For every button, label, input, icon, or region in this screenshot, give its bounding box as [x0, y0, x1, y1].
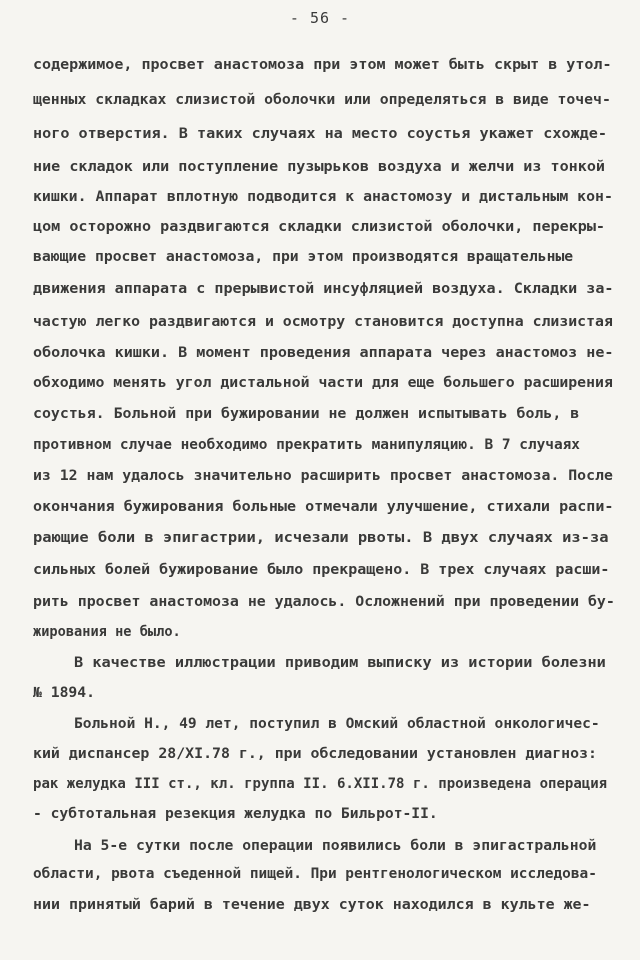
text-line: Больной Н., 49 лет, поступил в Омский областной онкологичес- — [74, 716, 600, 732]
text-line: оболочка кишки. В момент проведения аппарата через анастомоз не- — [33, 345, 614, 361]
text-line: обходимо менять угол дистальной части для еще большего расширения — [33, 375, 613, 391]
page-number: - 56 - — [289, 9, 351, 27]
text-line: рающие боли в эпигастрии, исчезали рвоты. В двух случаях из-за — [33, 530, 609, 546]
text-line: движения аппарата с прерывистой инсуфляцией воздуха. Складки за- — [33, 281, 614, 297]
text-line: сильных болей бужирование было прекращено. В трех случаях расши- — [33, 562, 610, 578]
text-line: кишки. Аппарат вплотную подводится к анастомозу и дистальным кон- — [33, 189, 613, 205]
text-line: противном случае необходимо прекратить манипуляцию. В 7 случаях — [33, 437, 580, 453]
text-line: жирования не было. — [33, 624, 181, 640]
text-line: из 12 нам удалось значительно расширить просвет анастомоза. После — [33, 468, 613, 484]
text-line: нии принятый барий в течение двух суток находился в культе же- — [33, 897, 591, 913]
text-line: На 5-е сутки после операции появились боли в эпигастральной — [74, 838, 597, 854]
text-line: № 1894. — [33, 685, 96, 701]
text-line: щенных складках слизистой оболочки или определяться в виде точеч- — [33, 92, 611, 108]
text-line: В качестве иллюстрации приводим выписку из истории болезни — [74, 655, 606, 671]
text-line: окончания бужирования больные отмечали улучшение, стихали распи- — [33, 499, 614, 515]
text-line: кий диспансер 28/XI.78 г., при обследовании установлен диагноз: — [33, 746, 597, 762]
text-line: рак желудка III ст., кл. группа II. 6.XII.78 г. произведена операция — [33, 776, 608, 792]
text-line: частую легко раздвигаются и осмотру становится доступна слизистая — [33, 314, 613, 330]
text-line: содержимое, просвет анастомоза при этом может быть скрыт в утол- — [33, 57, 612, 73]
text-line: ного отверстия. В таких случаях на место соустья укажет схожде- — [33, 126, 608, 142]
text-line: вающие просвет анастомоза, при этом производятся вращательные — [33, 249, 574, 265]
text-line: - субтотальная резекция желудка по Бильрот-II. — [33, 806, 438, 822]
text-line: области, рвота съеденной пищей. При рентгенологическом исследова- — [33, 866, 597, 882]
text-line: цом осторожно раздвигаются складки слизистой оболочки, перекры- — [33, 219, 606, 235]
text-line: рить просвет анастомоза не удалось. Осложнений при проведении бу- — [33, 594, 615, 610]
text-line: ние складок или поступление пузырьков воздуха и желчи из тонкой — [33, 159, 606, 175]
text-line: соустья. Больной при бужировании не должен испытывать боль, в — [33, 406, 580, 422]
